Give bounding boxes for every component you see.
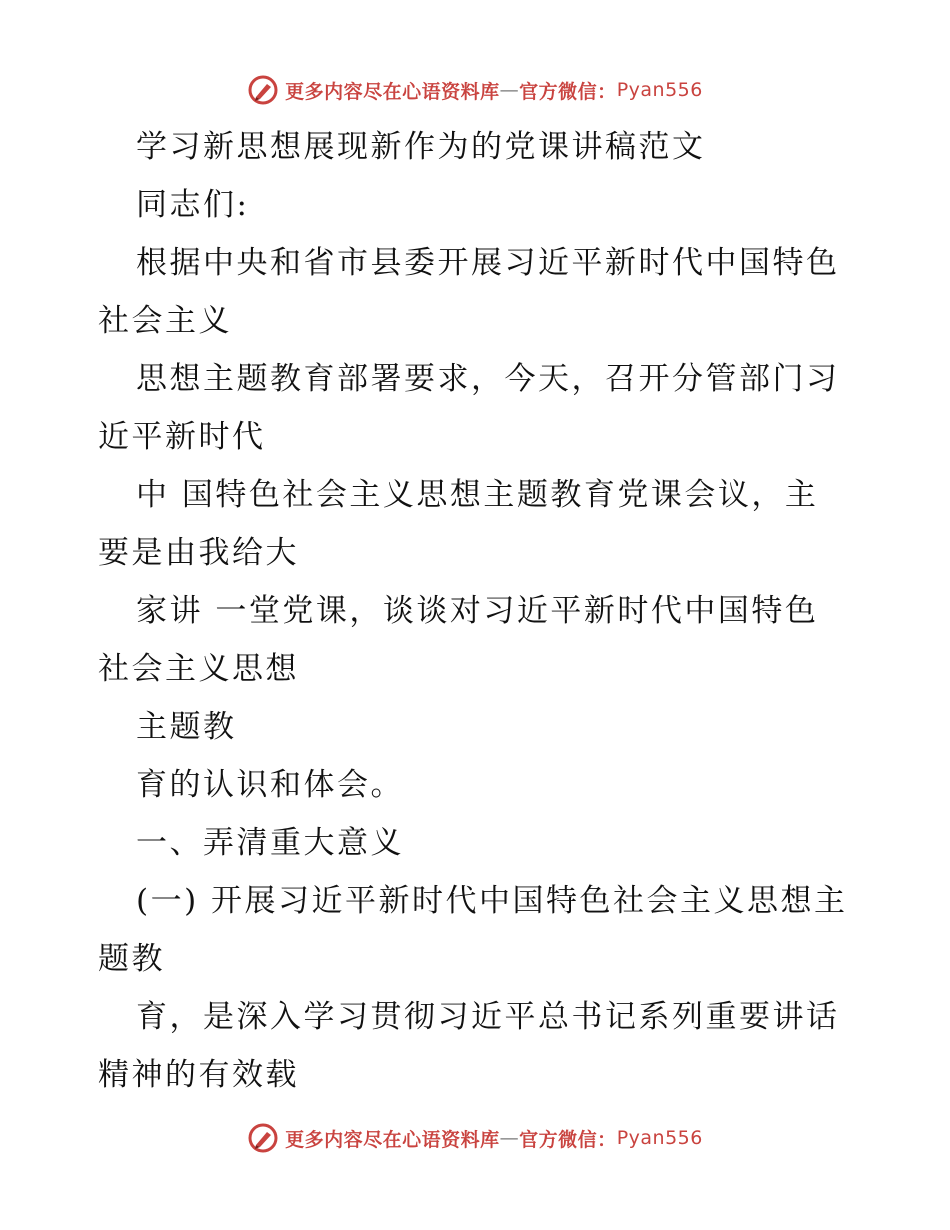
salutation: 同志们: bbox=[136, 187, 250, 223]
paragraph-line: 主题教 bbox=[136, 709, 237, 745]
watermark-text: 更多内容尽在心语资料库 bbox=[285, 80, 500, 103]
paragraph-line: 育，是深入学习贯彻习近平总书记系列重要讲话 bbox=[136, 999, 840, 1035]
watermark-text: 更多内容尽在心语资料库 bbox=[285, 1128, 500, 1151]
paragraph-line: 育的认识和体会。 bbox=[136, 767, 404, 803]
watermark-wechat-label: 官方微信： bbox=[519, 1128, 617, 1151]
paragraph-line: 社会主义思想 bbox=[98, 651, 299, 687]
footer-watermark bbox=[0, 1122, 950, 1154]
watermark-wechat-id: Pyan556 bbox=[616, 79, 703, 101]
section-heading: 一、弄清重大意义 bbox=[136, 825, 404, 861]
document-title: 学习新思想展现新作为的党课讲稿范文 bbox=[136, 129, 706, 165]
watermark-separator: — bbox=[499, 79, 520, 101]
paragraph-line: 根据中央和省市县委开展习近平新时代中国特色 bbox=[136, 245, 840, 281]
paragraph-line: 要是由我给大 bbox=[98, 535, 299, 571]
paragraph-line: 社会主义 bbox=[98, 303, 232, 339]
pen-logo-icon bbox=[247, 74, 279, 106]
watermark-wechat-id: Pyan556 bbox=[616, 1127, 703, 1149]
watermark-wechat-label: 官方微信： bbox=[519, 80, 617, 103]
paragraph-line: 思想主题教育部署要求，今天，召开分管部门习 bbox=[136, 361, 840, 397]
watermark-separator: — bbox=[499, 1127, 520, 1149]
paragraph-line: 中 国特色社会主义思想主题教育党课会议，主 bbox=[136, 477, 819, 513]
subsection-heading: (一) 开展习近平新时代中国特色社会主义思想主 bbox=[136, 883, 848, 919]
paragraph-line: 近平新时代 bbox=[98, 419, 266, 455]
paragraph-line: 家讲 一堂党课，谈谈对习近平新时代中国特色 bbox=[136, 593, 819, 629]
paragraph-line: 精神的有效载 bbox=[98, 1057, 299, 1093]
pen-logo-icon bbox=[247, 1122, 279, 1154]
document-body bbox=[98, 118, 858, 1104]
paragraph-line: 题教 bbox=[98, 941, 165, 977]
header-watermark bbox=[0, 74, 950, 106]
